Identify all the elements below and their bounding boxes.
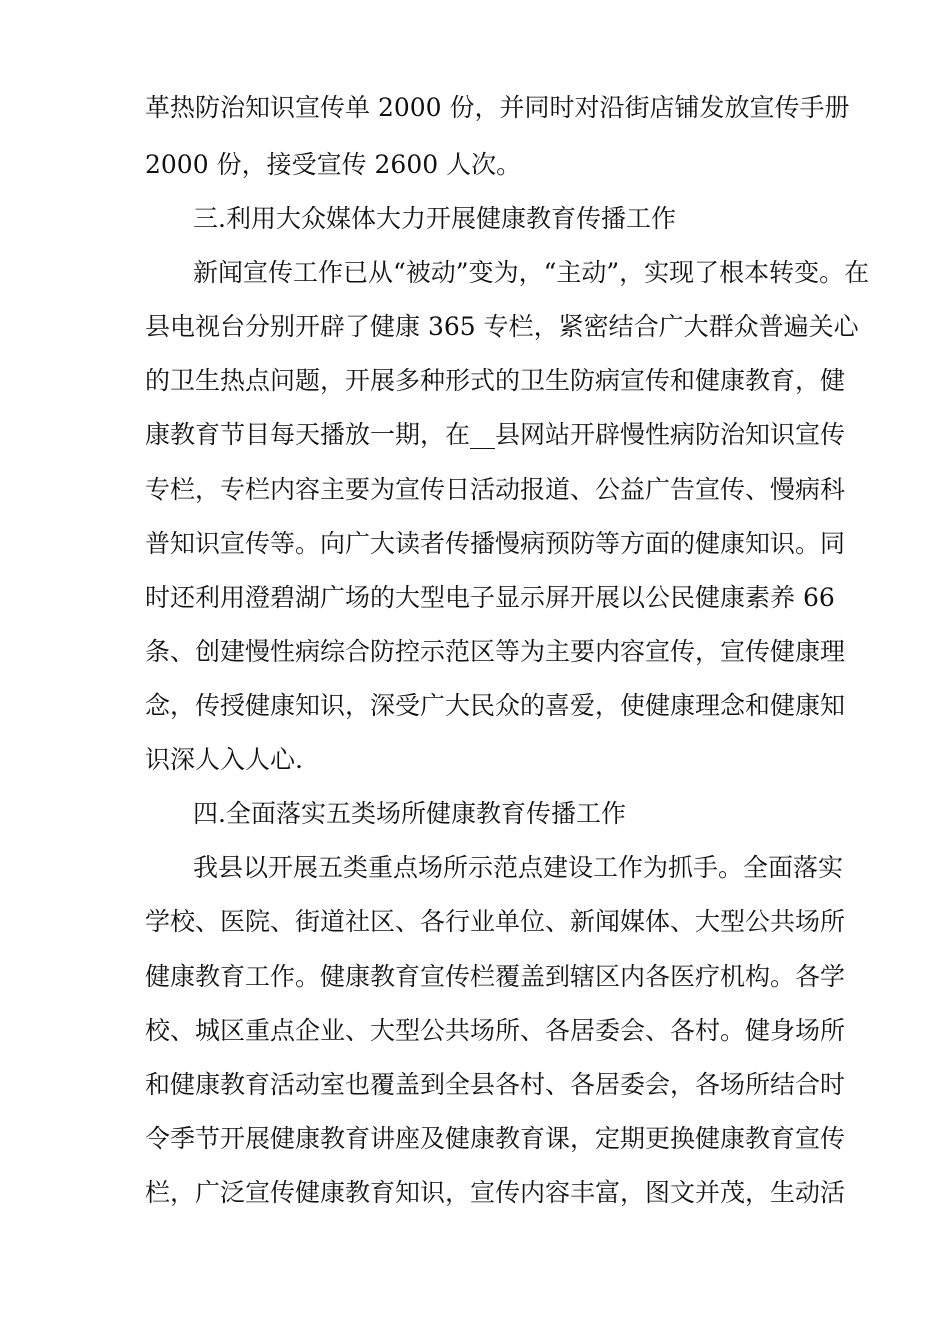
text-line: 我县以开展五类重点场所示范点建设工作为抓手。全面落实 xyxy=(193,853,844,882)
text-line: 县电视台分别开辟了健康 365 专栏，紧密结合广大群众普遍关心 xyxy=(145,312,859,341)
section-heading: 三.利用大众媒体大力开展健康教育传播工作 xyxy=(193,204,676,233)
text-line: 健康教育工作。健康教育宣传栏覆盖到辖区内各医疗机构。各学 xyxy=(145,962,846,991)
text-line: 康教育节目每天播放一期，在__县网站开辟慢性病防治知识宣传 xyxy=(145,420,846,449)
text-line: 革热防治知识宣传单 2000 份，并同时对沿街店铺发放宣传手册 xyxy=(145,93,850,122)
text-line: 新闻宣传工作已从“被动”变为，“主动”，实现了根本转变。在 xyxy=(193,258,870,287)
text-line: 专栏，专栏内容主要为宣传日活动报道、公益广告宣传、慢病科 xyxy=(145,475,846,504)
text-line: 令季节开展健康教育讲座及健康教育课，定期更换健康教育宣传 xyxy=(145,1124,846,1153)
text-line: 栏，广泛宣传健康教育知识，宣传内容丰富，图文并茂，生动活 xyxy=(145,1178,846,1207)
text-line: 校、城区重点企业、大型公共场所、各居委会、各村。健身场所 xyxy=(145,1016,846,1045)
text-line: 和健康教育活动室也覆盖到全县各村、各居委会，各场所结合时 xyxy=(145,1070,846,1099)
text-line: 普知识宣传等。向广大读者传播慢病预防等方面的健康知识。同 xyxy=(145,529,846,558)
text-line: 识深人入人心. xyxy=(145,745,303,774)
text-line: 时还利用澄碧湖广场的大型电子显示屏开展以公民健康素养 66 xyxy=(145,583,835,612)
text-line: 2000 份，接受宣传 2600 人次。 xyxy=(145,150,522,179)
section-heading: 四.全面落实五类场所健康教育传播工作 xyxy=(193,799,626,828)
text-line: 条、创建慢性病综合防控示范区等为主要内容宣传，宣传健康理 xyxy=(145,637,846,666)
text-line: 学校、医院、街道社区、各行业单位、新闻媒体、大型公共场所 xyxy=(145,907,846,936)
text-line: 念，传授健康知识，深受广大民众的喜爱，使健康理念和健康知 xyxy=(145,691,846,720)
text-line: 的卫生热点问题，开展多种形式的卫生防病宣传和健康教育，健 xyxy=(145,366,846,395)
